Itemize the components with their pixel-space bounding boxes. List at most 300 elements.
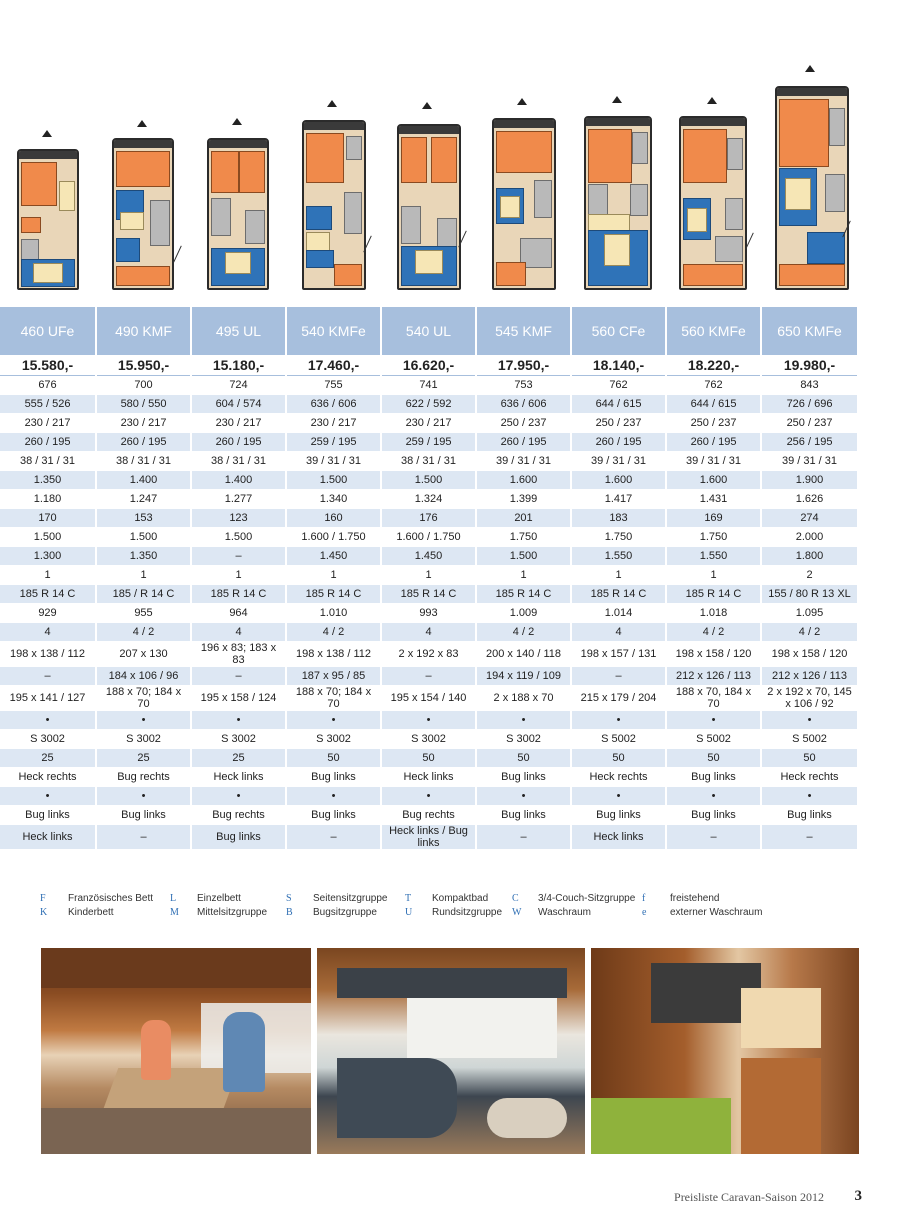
spec-cell: 580 / 550 — [96, 395, 191, 414]
spec-cell: 196 x 83; 183 x 83 — [191, 642, 286, 667]
spec-cell: 1.277 — [191, 490, 286, 509]
spec-cell: Heck links — [0, 825, 96, 850]
spec-cell: Heck links / Bug links — [381, 825, 476, 850]
spec-cell: 188 x 70; 184 x 70 — [96, 686, 191, 711]
spec-row — [0, 528, 858, 547]
spec-cell: 153 — [96, 509, 191, 528]
spec-cell: • — [476, 787, 571, 806]
spec-cell: 2 — [761, 566, 858, 585]
spec-cell: 38 / 31 / 31 — [96, 452, 191, 471]
spec-cell: 259 / 195 — [286, 433, 381, 452]
spec-cell: 4 — [571, 623, 666, 642]
spec-cell: 25 — [0, 749, 96, 768]
floor-plan-540-ul — [380, 60, 475, 290]
spec-cell: 2.000 — [761, 528, 858, 547]
spec-row — [0, 585, 858, 604]
model-header: 490 KMF — [96, 307, 191, 355]
spec-cell: 700 — [96, 376, 191, 395]
spec-cell: 1 — [286, 566, 381, 585]
spec-row — [0, 806, 858, 825]
spec-cell: 1.600 / 1.750 — [381, 528, 476, 547]
spec-cell: 1.900 — [761, 471, 858, 490]
spec-cell: 1.450 — [286, 547, 381, 566]
spec-row — [0, 509, 858, 528]
direction-arrow-icon — [517, 98, 527, 105]
spec-cell: 201 — [476, 509, 571, 528]
spec-cell: 2 x 188 x 70 — [476, 686, 571, 711]
legend-label: externer Waschraum — [670, 907, 763, 918]
spec-cell: 50 — [381, 749, 476, 768]
spec-cell: 762 — [666, 376, 761, 395]
direction-arrow-icon — [422, 102, 432, 109]
spec-cell: S 3002 — [0, 730, 96, 749]
spec-cell: 741 — [381, 376, 476, 395]
spec-row — [0, 414, 858, 433]
spec-row — [0, 566, 858, 585]
spec-cell: 644 / 615 — [571, 395, 666, 414]
spec-cell: – — [0, 667, 96, 686]
spec-cell: 753 — [476, 376, 571, 395]
legend-label: 3/4-Couch-Sitzgruppe — [538, 893, 636, 904]
spec-cell: 622 / 592 — [381, 395, 476, 414]
spec-row — [0, 471, 858, 490]
spec-cell: 1.500 — [476, 547, 571, 566]
spec-cell: 1.600 — [666, 471, 761, 490]
model-header: 560 KMFe — [666, 307, 761, 355]
spec-cell: Heck rechts — [571, 768, 666, 787]
spec-cell: • — [286, 787, 381, 806]
legend-code: B — [286, 907, 293, 918]
spec-cell: • — [571, 787, 666, 806]
spec-cell: Bug links — [191, 825, 286, 850]
price-cell: 15.950,- — [96, 355, 191, 376]
direction-arrow-icon — [232, 118, 242, 125]
spec-cell: 230 / 217 — [286, 414, 381, 433]
spec-cell: • — [191, 787, 286, 806]
spec-row — [0, 452, 858, 471]
spec-cell: 555 / 526 — [0, 395, 96, 414]
model-header: 540 KMFe — [286, 307, 381, 355]
spec-cell: 274 — [761, 509, 858, 528]
legend-code: M — [170, 907, 179, 918]
floor-plan-490-kmf — [95, 60, 190, 290]
spec-cell: Heck rechts — [761, 768, 858, 787]
spec-cell: 1.750 — [666, 528, 761, 547]
spec-cell: Bug links — [666, 806, 761, 825]
spec-cell: S 3002 — [381, 730, 476, 749]
direction-arrow-icon — [707, 97, 717, 104]
spec-cell: 1.431 — [666, 490, 761, 509]
spec-cell: 39 / 31 / 31 — [666, 452, 761, 471]
spec-cell: 636 / 606 — [476, 395, 571, 414]
spec-cell: 1.600 — [476, 471, 571, 490]
spec-cell: 230 / 217 — [0, 414, 96, 433]
spec-cell: 1 — [476, 566, 571, 585]
spec-cell: 1.500 — [96, 528, 191, 547]
spec-cell: Heck links — [381, 768, 476, 787]
spec-cell: – — [96, 825, 191, 850]
model-header: 460 UFe — [0, 307, 96, 355]
spec-cell: 198 x 138 / 112 — [286, 642, 381, 667]
price-cell: 19.980,- — [761, 355, 858, 376]
spec-cell: – — [286, 825, 381, 850]
price-row — [0, 355, 858, 376]
spec-cell: • — [0, 711, 96, 730]
direction-arrow-icon — [612, 96, 622, 103]
spec-cell: 1.009 — [476, 604, 571, 623]
price-cell: 15.180,- — [191, 355, 286, 376]
legend-label: Rundsitzgruppe — [432, 907, 503, 918]
spec-cell: • — [761, 711, 858, 730]
spec-cell: 993 — [381, 604, 476, 623]
spec-cell: Bug links — [476, 768, 571, 787]
spec-cell: – — [191, 667, 286, 686]
model-header: 540 UL — [381, 307, 476, 355]
floor-plans — [0, 60, 860, 290]
spec-cell: 755 — [286, 376, 381, 395]
spec-cell: 1 — [96, 566, 191, 585]
spec-cell: • — [476, 711, 571, 730]
legend-code: f — [642, 893, 646, 904]
floor-plan-560-cfe — [570, 60, 665, 290]
model-header: 650 KMFe — [761, 307, 858, 355]
spec-cell: • — [0, 787, 96, 806]
spec-cell: 1.350 — [0, 471, 96, 490]
spec-cell: 50 — [666, 749, 761, 768]
spec-cell: – — [381, 667, 476, 686]
spec-cell: 187 x 95 / 85 — [286, 667, 381, 686]
spec-cell: Bug links — [286, 768, 381, 787]
spec-cell: 1.500 — [381, 471, 476, 490]
floor-plan-560-kmfe — [665, 60, 760, 290]
direction-arrow-icon — [327, 100, 337, 107]
legend-code: T — [405, 893, 412, 904]
spec-cell: 185 R 14 C — [666, 585, 761, 604]
spec-cell: S 3002 — [96, 730, 191, 749]
spec-cell: Bug links — [476, 806, 571, 825]
spec-cell: • — [666, 787, 761, 806]
spec-cell: 843 — [761, 376, 858, 395]
spec-cell: • — [96, 787, 191, 806]
spec-cell: Bug links — [0, 806, 96, 825]
legend-label: freistehend — [670, 893, 720, 904]
price-cell: 18.140,- — [571, 355, 666, 376]
spec-cell: 1.600 — [571, 471, 666, 490]
legend-label: Waschraum — [538, 907, 591, 918]
spec-cell: 260 / 195 — [571, 433, 666, 452]
spec-row — [0, 433, 858, 452]
floor-plan-540-kmfe — [285, 60, 380, 290]
spec-cell: 1.095 — [761, 604, 858, 623]
spec-cell: – — [571, 667, 666, 686]
spec-cell: Bug rechts — [191, 806, 286, 825]
spec-cell: • — [381, 787, 476, 806]
spec-cell: Heck rechts — [0, 768, 96, 787]
legend-code: U — [405, 907, 413, 918]
spec-row — [0, 667, 858, 686]
spec-cell: 198 x 157 / 131 — [571, 642, 666, 667]
legend-code: S — [286, 893, 292, 904]
model-header: 545 KMF — [476, 307, 571, 355]
spec-cell: • — [191, 711, 286, 730]
spec-row — [0, 749, 858, 768]
spec-cell: 260 / 195 — [96, 433, 191, 452]
spec-cell: 1.350 — [96, 547, 191, 566]
spec-cell: 185 R 14 C — [381, 585, 476, 604]
spec-cell: 39 / 31 / 31 — [571, 452, 666, 471]
spec-cell: • — [666, 711, 761, 730]
spec-cell: 1.550 — [571, 547, 666, 566]
spec-cell: 38 / 31 / 31 — [381, 452, 476, 471]
spec-row — [0, 686, 858, 711]
spec-cell: – — [666, 825, 761, 850]
spec-cell: Bug links — [286, 806, 381, 825]
spec-cell: 636 / 606 — [286, 395, 381, 414]
spec-row — [0, 376, 858, 395]
spec-cell: S 5002 — [666, 730, 761, 749]
spec-cell: 726 / 696 — [761, 395, 858, 414]
price-cell: 17.460,- — [286, 355, 381, 376]
spec-cell: 250 / 237 — [476, 414, 571, 433]
spec-cell: 50 — [761, 749, 858, 768]
spec-cell: S 5002 — [571, 730, 666, 749]
spec-cell: 198 x 158 / 120 — [666, 642, 761, 667]
spec-cell: Heck links — [571, 825, 666, 850]
spec-cell: 185 R 14 C — [571, 585, 666, 604]
spec-cell: – — [761, 825, 858, 850]
interior-photo-kitchen — [317, 948, 585, 1154]
legend-label: Mittelsitzgruppe — [197, 907, 268, 918]
spec-cell: 1.550 — [666, 547, 761, 566]
spec-cell: 1.417 — [571, 490, 666, 509]
spec-cell: S 3002 — [191, 730, 286, 749]
spec-cell: 1 — [381, 566, 476, 585]
spec-cell: S 3002 — [286, 730, 381, 749]
spec-cell: 195 x 154 / 140 — [381, 686, 476, 711]
floor-plan-545-kmf — [475, 60, 570, 290]
spec-cell: 4 / 2 — [666, 623, 761, 642]
spec-cell: 1.500 — [0, 528, 96, 547]
spec-cell: 260 / 195 — [666, 433, 761, 452]
spec-row — [0, 825, 858, 850]
footer-title: Preisliste Caravan-Saison 2012 — [674, 1190, 824, 1204]
spec-cell: 1.400 — [191, 471, 286, 490]
spec-cell: 1.247 — [96, 490, 191, 509]
spec-row — [0, 547, 858, 566]
spec-cell: 1 — [666, 566, 761, 585]
spec-cell: 230 / 217 — [381, 414, 476, 433]
legend-label: Kinderbett — [68, 907, 114, 918]
spec-cell: 50 — [476, 749, 571, 768]
price-cell: 16.620,- — [381, 355, 476, 376]
legend-code: L — [170, 893, 177, 904]
page-number: 3 — [854, 1188, 862, 1204]
spec-cell: 260 / 195 — [476, 433, 571, 452]
spec-cell: 38 / 31 / 31 — [191, 452, 286, 471]
spec-cell: 1.600 / 1.750 — [286, 528, 381, 547]
spec-cell: 200 x 140 / 118 — [476, 642, 571, 667]
direction-arrow-icon — [805, 65, 815, 72]
model-header-row — [0, 307, 858, 355]
spec-cell: 644 / 615 — [666, 395, 761, 414]
spec-cell: Bug links — [666, 768, 761, 787]
spec-cell: 4 — [0, 623, 96, 642]
spec-cell: • — [571, 711, 666, 730]
spec-cell: 195 x 158 / 124 — [191, 686, 286, 711]
spec-cell: 1.750 — [571, 528, 666, 547]
spec-cell: 195 x 141 / 127 — [0, 686, 96, 711]
spec-row — [0, 623, 858, 642]
spec-table — [0, 307, 859, 850]
spec-cell: 50 — [286, 749, 381, 768]
legend-code: C — [512, 893, 519, 904]
spec-cell: 1.500 — [286, 471, 381, 490]
spec-cell: 250 / 237 — [571, 414, 666, 433]
spec-cell: 184 x 106 / 96 — [96, 667, 191, 686]
legend-code: W — [512, 907, 522, 918]
spec-cell: 1.014 — [571, 604, 666, 623]
interior-photo-bathroom — [591, 948, 859, 1154]
spec-cell: • — [761, 787, 858, 806]
spec-cell: 724 — [191, 376, 286, 395]
price-cell: 18.220,- — [666, 355, 761, 376]
spec-cell: 250 / 237 — [761, 414, 858, 433]
spec-cell: 25 — [96, 749, 191, 768]
spec-cell: 4 — [191, 623, 286, 642]
spec-row — [0, 787, 858, 806]
spec-cell: 39 / 31 / 31 — [476, 452, 571, 471]
spec-cell: 260 / 195 — [0, 433, 96, 452]
spec-cell: S 5002 — [761, 730, 858, 749]
spec-cell: 1.399 — [476, 490, 571, 509]
spec-cell: 250 / 237 — [666, 414, 761, 433]
spec-row — [0, 604, 858, 623]
spec-row — [0, 642, 858, 667]
spec-cell: 183 — [571, 509, 666, 528]
spec-row — [0, 395, 858, 414]
model-header: 495 UL — [191, 307, 286, 355]
floor-plan-460-ufe — [0, 60, 95, 290]
spec-cell: 1.010 — [286, 604, 381, 623]
spec-cell: 1 — [0, 566, 96, 585]
spec-cell: 1 — [571, 566, 666, 585]
price-cell: 17.950,- — [476, 355, 571, 376]
spec-cell: 185 R 14 C — [476, 585, 571, 604]
spec-cell: 1.750 — [476, 528, 571, 547]
spec-cell: Bug rechts — [96, 768, 191, 787]
spec-cell: Heck links — [191, 768, 286, 787]
direction-arrow-icon — [42, 130, 52, 137]
spec-cell: 1.800 — [761, 547, 858, 566]
spec-row — [0, 768, 858, 787]
spec-cell: • — [381, 711, 476, 730]
spec-cell: 188 x 70; 184 x 70 — [286, 686, 381, 711]
spec-cell: 2 x 192 x 70, 145 x 106 / 92 — [761, 686, 858, 711]
spec-cell: 155 / 80 R 13 XL — [761, 585, 858, 604]
spec-cell: 39 / 31 / 31 — [286, 452, 381, 471]
spec-cell: 230 / 217 — [96, 414, 191, 433]
spec-cell: 4 / 2 — [476, 623, 571, 642]
spec-row — [0, 730, 858, 749]
floor-plan-650-kmfe — [760, 60, 855, 290]
direction-arrow-icon — [137, 120, 147, 127]
spec-cell: 188 x 70, 184 x 70 — [666, 686, 761, 711]
spec-cell: 25 — [191, 749, 286, 768]
interior-photo-seating — [41, 948, 311, 1154]
spec-cell: 123 — [191, 509, 286, 528]
spec-cell: 185 R 14 C — [0, 585, 96, 604]
spec-cell: 39 / 31 / 31 — [761, 452, 858, 471]
spec-cell: 230 / 217 — [191, 414, 286, 433]
spec-cell: 176 — [381, 509, 476, 528]
spec-cell: Bug links — [761, 806, 858, 825]
spec-cell: 212 x 126 / 113 — [666, 667, 761, 686]
spec-cell: 604 / 574 — [191, 395, 286, 414]
spec-cell: 50 — [571, 749, 666, 768]
spec-row — [0, 711, 858, 730]
spec-cell: 215 x 179 / 204 — [571, 686, 666, 711]
spec-cell: 4 — [381, 623, 476, 642]
spec-cell: – — [476, 825, 571, 850]
spec-cell: 260 / 195 — [191, 433, 286, 452]
spec-cell: 1.300 — [0, 547, 96, 566]
spec-cell: 207 x 130 — [96, 642, 191, 667]
spec-cell: 1.626 — [761, 490, 858, 509]
spec-cell: 4 / 2 — [96, 623, 191, 642]
spec-cell: 1.340 — [286, 490, 381, 509]
spec-cell: 1.500 — [191, 528, 286, 547]
spec-cell: 762 — [571, 376, 666, 395]
legend-label: Seitensitzgruppe — [313, 893, 388, 904]
spec-cell: 1.018 — [666, 604, 761, 623]
spec-cell: 676 — [0, 376, 96, 395]
spec-cell: 964 — [191, 604, 286, 623]
spec-cell: 4 / 2 — [761, 623, 858, 642]
spec-cell: 1.180 — [0, 490, 96, 509]
spec-cell: 212 x 126 / 113 — [761, 667, 858, 686]
spec-cell: 185 R 14 C — [191, 585, 286, 604]
spec-cell: • — [286, 711, 381, 730]
price-cell: 15.580,- — [0, 355, 96, 376]
spec-cell: S 3002 — [476, 730, 571, 749]
legend-code: K — [40, 907, 48, 918]
spec-cell: Bug links — [96, 806, 191, 825]
spec-cell: 170 — [0, 509, 96, 528]
spec-cell: 198 x 158 / 120 — [761, 642, 858, 667]
legend-label: Französisches Bett — [68, 893, 154, 904]
spec-cell: 38 / 31 / 31 — [0, 452, 96, 471]
spec-cell: • — [96, 711, 191, 730]
spec-cell: 1.400 — [96, 471, 191, 490]
spec-cell: 955 — [96, 604, 191, 623]
legend-code: e — [642, 907, 647, 918]
spec-cell: 198 x 138 / 112 — [0, 642, 96, 667]
spec-cell: 2 x 192 x 83 — [381, 642, 476, 667]
spec-cell: 256 / 195 — [761, 433, 858, 452]
spec-cell: 185 / R 14 C — [96, 585, 191, 604]
floor-plan-495-ul — [190, 60, 285, 290]
spec-cell: Bug links — [571, 806, 666, 825]
spec-cell: Bug rechts — [381, 806, 476, 825]
spec-cell: 1.324 — [381, 490, 476, 509]
spec-cell: 194 x 119 / 109 — [476, 667, 571, 686]
spec-cell: 169 — [666, 509, 761, 528]
spec-cell: 4 / 2 — [286, 623, 381, 642]
spec-cell: 929 — [0, 604, 96, 623]
legend-label: Kompaktbad — [432, 893, 489, 904]
spec-cell: 1.450 — [381, 547, 476, 566]
legend-label: Einzelbett — [197, 893, 241, 904]
